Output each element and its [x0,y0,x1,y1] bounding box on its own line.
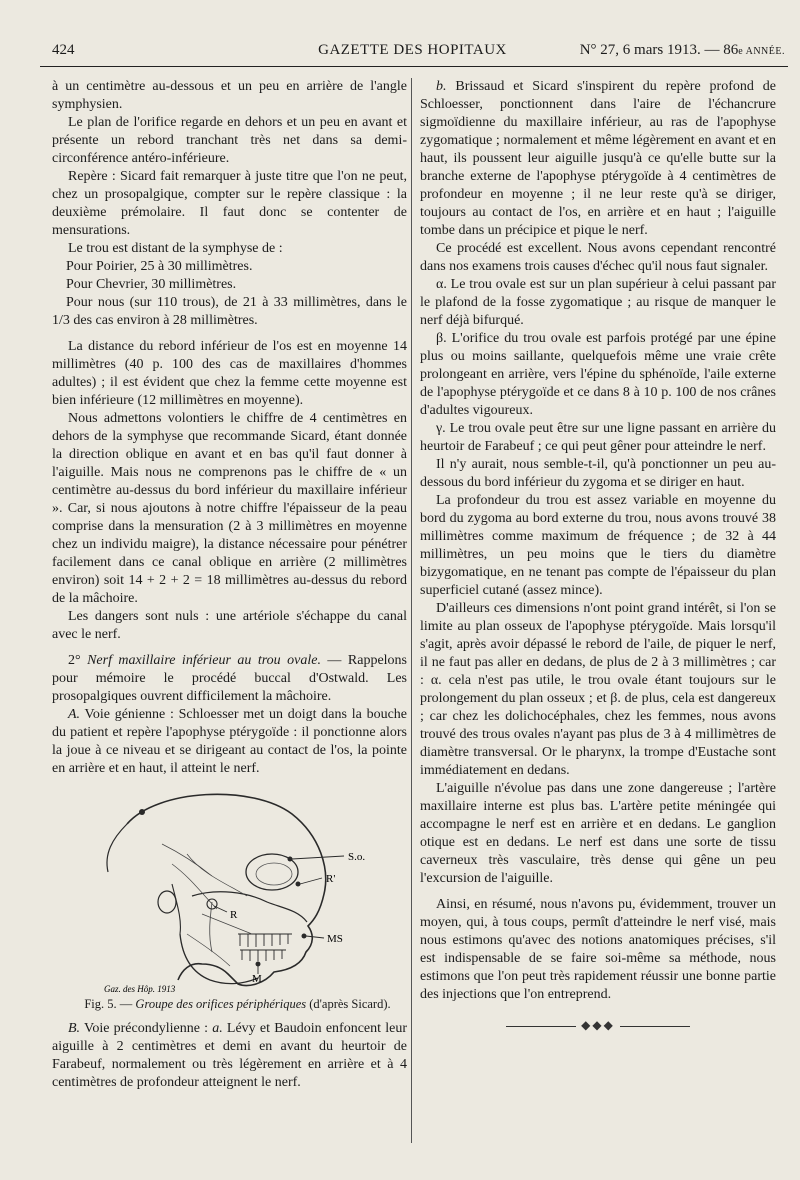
section-heading-paragraph [52,652,407,706]
label-m: M [252,973,262,985]
subsection-letter: B. [68,1021,81,1036]
figure-caption [52,996,407,1012]
journal-title: GAZETTE DES HOPITAUX [318,42,507,58]
paragraph-text: Voie génienne : Schloesser met un doigt dans la bouche du patient et repère l'apophyse ptérygoïde : il ponctionne alors la joue à ce niveau et se dirigeant au contact de l'os, la pointe en arrière et en haut, il atteint le nerf. [52,707,407,776]
item-letter: a. [212,1021,223,1036]
paragraph: Ainsi, en résumé, nous n'avons pu, évidemment, trouver un moyen, qui, à tous coups, permît d'atteindre le nerf visé, mais nous estimons qu'avec des notions anatomiques précises, s'il est indispensable de se faire soi-même sa méthode, nous estimons que l'on peut très rapidement réussir une bonne partie des injections que l'on entreprend. [420,897,776,1002]
label-so: S.o. [348,851,366,863]
paragraph: à un centimètre au-dessous et un peu en arrière de l'angle symphysien. [52,79,407,112]
section-title: Nerf maxillaire inférieur au trou ovale. [87,653,321,668]
skull-illustration [52,784,407,996]
end-ornament: ◆◆◆ [420,1016,776,1034]
label-r: R [230,909,238,921]
paragraph: Repère : Sicard fait remarquer à juste titre que l'on ne peut, chez un prosopalgique, compter sur le repère classique : la deuxième prémolaire. Il faut donc se contenter de mensurations. [52,169,407,238]
paragraph: α. Le trou ovale est sur un plan supérieur à celui passant par le plafond de la fosse zygomatique ; au risque de manquer le nerf déjà bifurqué. [420,277,776,328]
paragraph: La distance du rebord inférieur de l'os est en moyenne 14 millimètres (40 p. 100 des cas de maxillaires d'hommes adultes) ; il est évident que chez la femme cette moyenne est bien inférieure (12 millimètres en moyenne). [52,339,407,408]
section-number: 2° [68,653,88,668]
paragraph: L'aiguille n'évolue pas dans une zone dangereuse ; l'artère maxillaire interne est plus bas. L'artère petite méningée qui accompagne le nerf est en arrière et en dedans. Le ganglion otique est en dedans. Le nerf est dans une sorte de tissu caverneux très vasculaire, très dense qui gêne un peu l'excursion de l'aiguille. [420,781,776,886]
page-number: 424 [52,42,75,58]
caption-label: Fig. 5. — [84,997,136,1011]
paragraph: β. L'orifice du trou ovale est parfois protégé par une épine plus ou moins saillante, quelquefois même une vraie crête prolongeant en arrière, vers l'épine du sphénoïde, l'aile externe de l'apophyse ptérygoïde et ce dans 8 à 10 p. 100 de nos crânes d'adultes vigoureux. [420,331,776,418]
header-rule [40,66,788,67]
right-column [420,78,776,1034]
left-column [52,78,407,1092]
paragraph-text: Lévy et Baudoin enfoncent leur aiguille à 2 centimètres et demi en avant du heurtoir de Farabeuf, normalement ou très légèrement en arrière et à 4 centimètres de profondeur atteignent le nerf. [52,1021,407,1090]
caption-title: Groupe des orifices périphériques [135,997,307,1011]
paragraph-text: Brissaud et Sicard s'inspirent du repère profond de Schloesser, ponctionnent dans l'aire de l'échancrure sigmoïdienne du maxillaire inférieur, au ras de l'apophyse zygomatique ; normalement et même légèrement en avant et en haut, ils poussent leur aiguille jusqu'à ce qu'elle butte sur la branche externe de l'apophyse ptérygoïde à 4 centimètres de profondeur en moyenne ; il ne leur reste qu'à se diriger, toujours au contact de l'os, en arrière et en haut ; l'aiguille tombe dans un précipice et pique le nerf. [420,79,776,238]
paragraph [52,706,407,778]
paragraph: D'ailleurs ces dimensions n'ont point grand intérêt, si l'on se limite au plan osseux de l'apophyse ptérygoïde. Mais lorsqu'il s'agit, après avoir dépassé le rebord de l'aile, de piquer le nerf, il ne faut pas aller en dedans, de plus de 2 à 3 millimètres ; car : α. cela n'est pas utile, le trou ovale étant toujours sur le prolongement du plan osseux ; et β. de plus, cela est dangereux ; car chez les dolichocéphales, chez les femmes, nous avons trouvé des trous ovales n'ayant pas plus de 3 à 4 millimètres de diamètre transversal. Or le pharynx, la trompe d'Eustache sont immédiatement en dedans. [420,601,776,778]
paragraph: La profondeur du trou est assez variable en moyenne du bord du zygoma au bord externe du trou, nous avons trouvé 38 millimètres comme maximum de fréquence ; de 32 à 44 millimètres, un peu moins que le tiers du diamètre bizygomatique, en ne tenant pas compte de l'épaisseur du plan superficiel cutané (assez mince). [420,493,776,598]
list-item: Pour Poirier, 25 à 30 millimètres. [66,259,253,274]
issue-year-suffix: e ANNÉE. [738,46,785,57]
figure-5 [52,784,407,1012]
paragraph: Ce procédé est excellent. Nous avons cependant rencontré dans nos examens trois causes d'échec qu'il nous faut signaler. [420,241,776,274]
paragraph-text: Voie précondylienne : [80,1021,213,1036]
column-divider [411,78,412,1143]
label-r-prime: R' [326,873,336,885]
paragraph [52,1020,407,1092]
subsection-letter: A. [68,707,81,722]
label-ms: MS [327,933,343,945]
paragraph [420,78,776,240]
paragraph: Les dangers sont nuls : une artériole s'échappe du canal avec le nerf. [52,609,407,642]
list-item: Pour nous (sur 110 trous), de 21 à 33 millimètres, dans le 1/3 des cas environ à 28 millimètres. [52,295,407,328]
paragraph: Nous admettons volontiers le chiffre de 4 centimètres en dehors de la symphyse que recommande Sicard, étant donnée la direction oblique en avant et en bas qu'il faut donner à l'aiguille. Mais nous ne comprenons pas le chiffre de « un centimètre au-dessus du bord inférieur du maxillaire inférieur ». Car, si nous ajoutons à notre chiffre l'épaisseur de la peau comprise dans la mensuration (2 à 3 millimètres en moyenne chez un individu maigre), la distance nécessaire pour pénétrer facilement dans ce canal oblique en arrière (2 millimètres environ) soit 14 + 2 + 2 = 18 millimètres au-dessus du rebord de la mâchoire. [52,411,407,606]
paragraph: γ. Le trou ovale peut être sur une ligne passant en arrière du heurtoir de Farabeuf ; ce qui peut gêner pour atteindre le nerf. [420,421,776,454]
issue-date: N° 27, 6 mars 1913. — 86 [579,42,739,58]
item-letter: b. [436,79,447,94]
page-header [40,40,785,64]
caption-source: (d'après Sicard). [306,997,391,1011]
list-item: Pour Chevrier, 30 millimètres. [66,277,237,292]
paragraph: Le plan de l'orifice regarde en dehors et un peu en avant et présente un rebord tranchant très net dans sa demi-circonférence antéro-inférieure. [52,115,407,166]
issue-info [580,42,785,59]
paragraph: Le trou est distant de la symphyse de : [68,241,283,256]
figure-signature: Gaz. des Hôp. 1913 [104,984,176,994]
paragraph-text: — Rappelons pour mémoire le procédé buccal d'Ostwald. Les prosopalgiques ouvrent difficilement la mâchoire. [52,653,408,704]
paragraph: Il n'y aurait, nous semble-t-il, qu'à ponctionner un peu au-dessous du bord inférieur du zygoma et se diriger en haut. [420,457,776,490]
